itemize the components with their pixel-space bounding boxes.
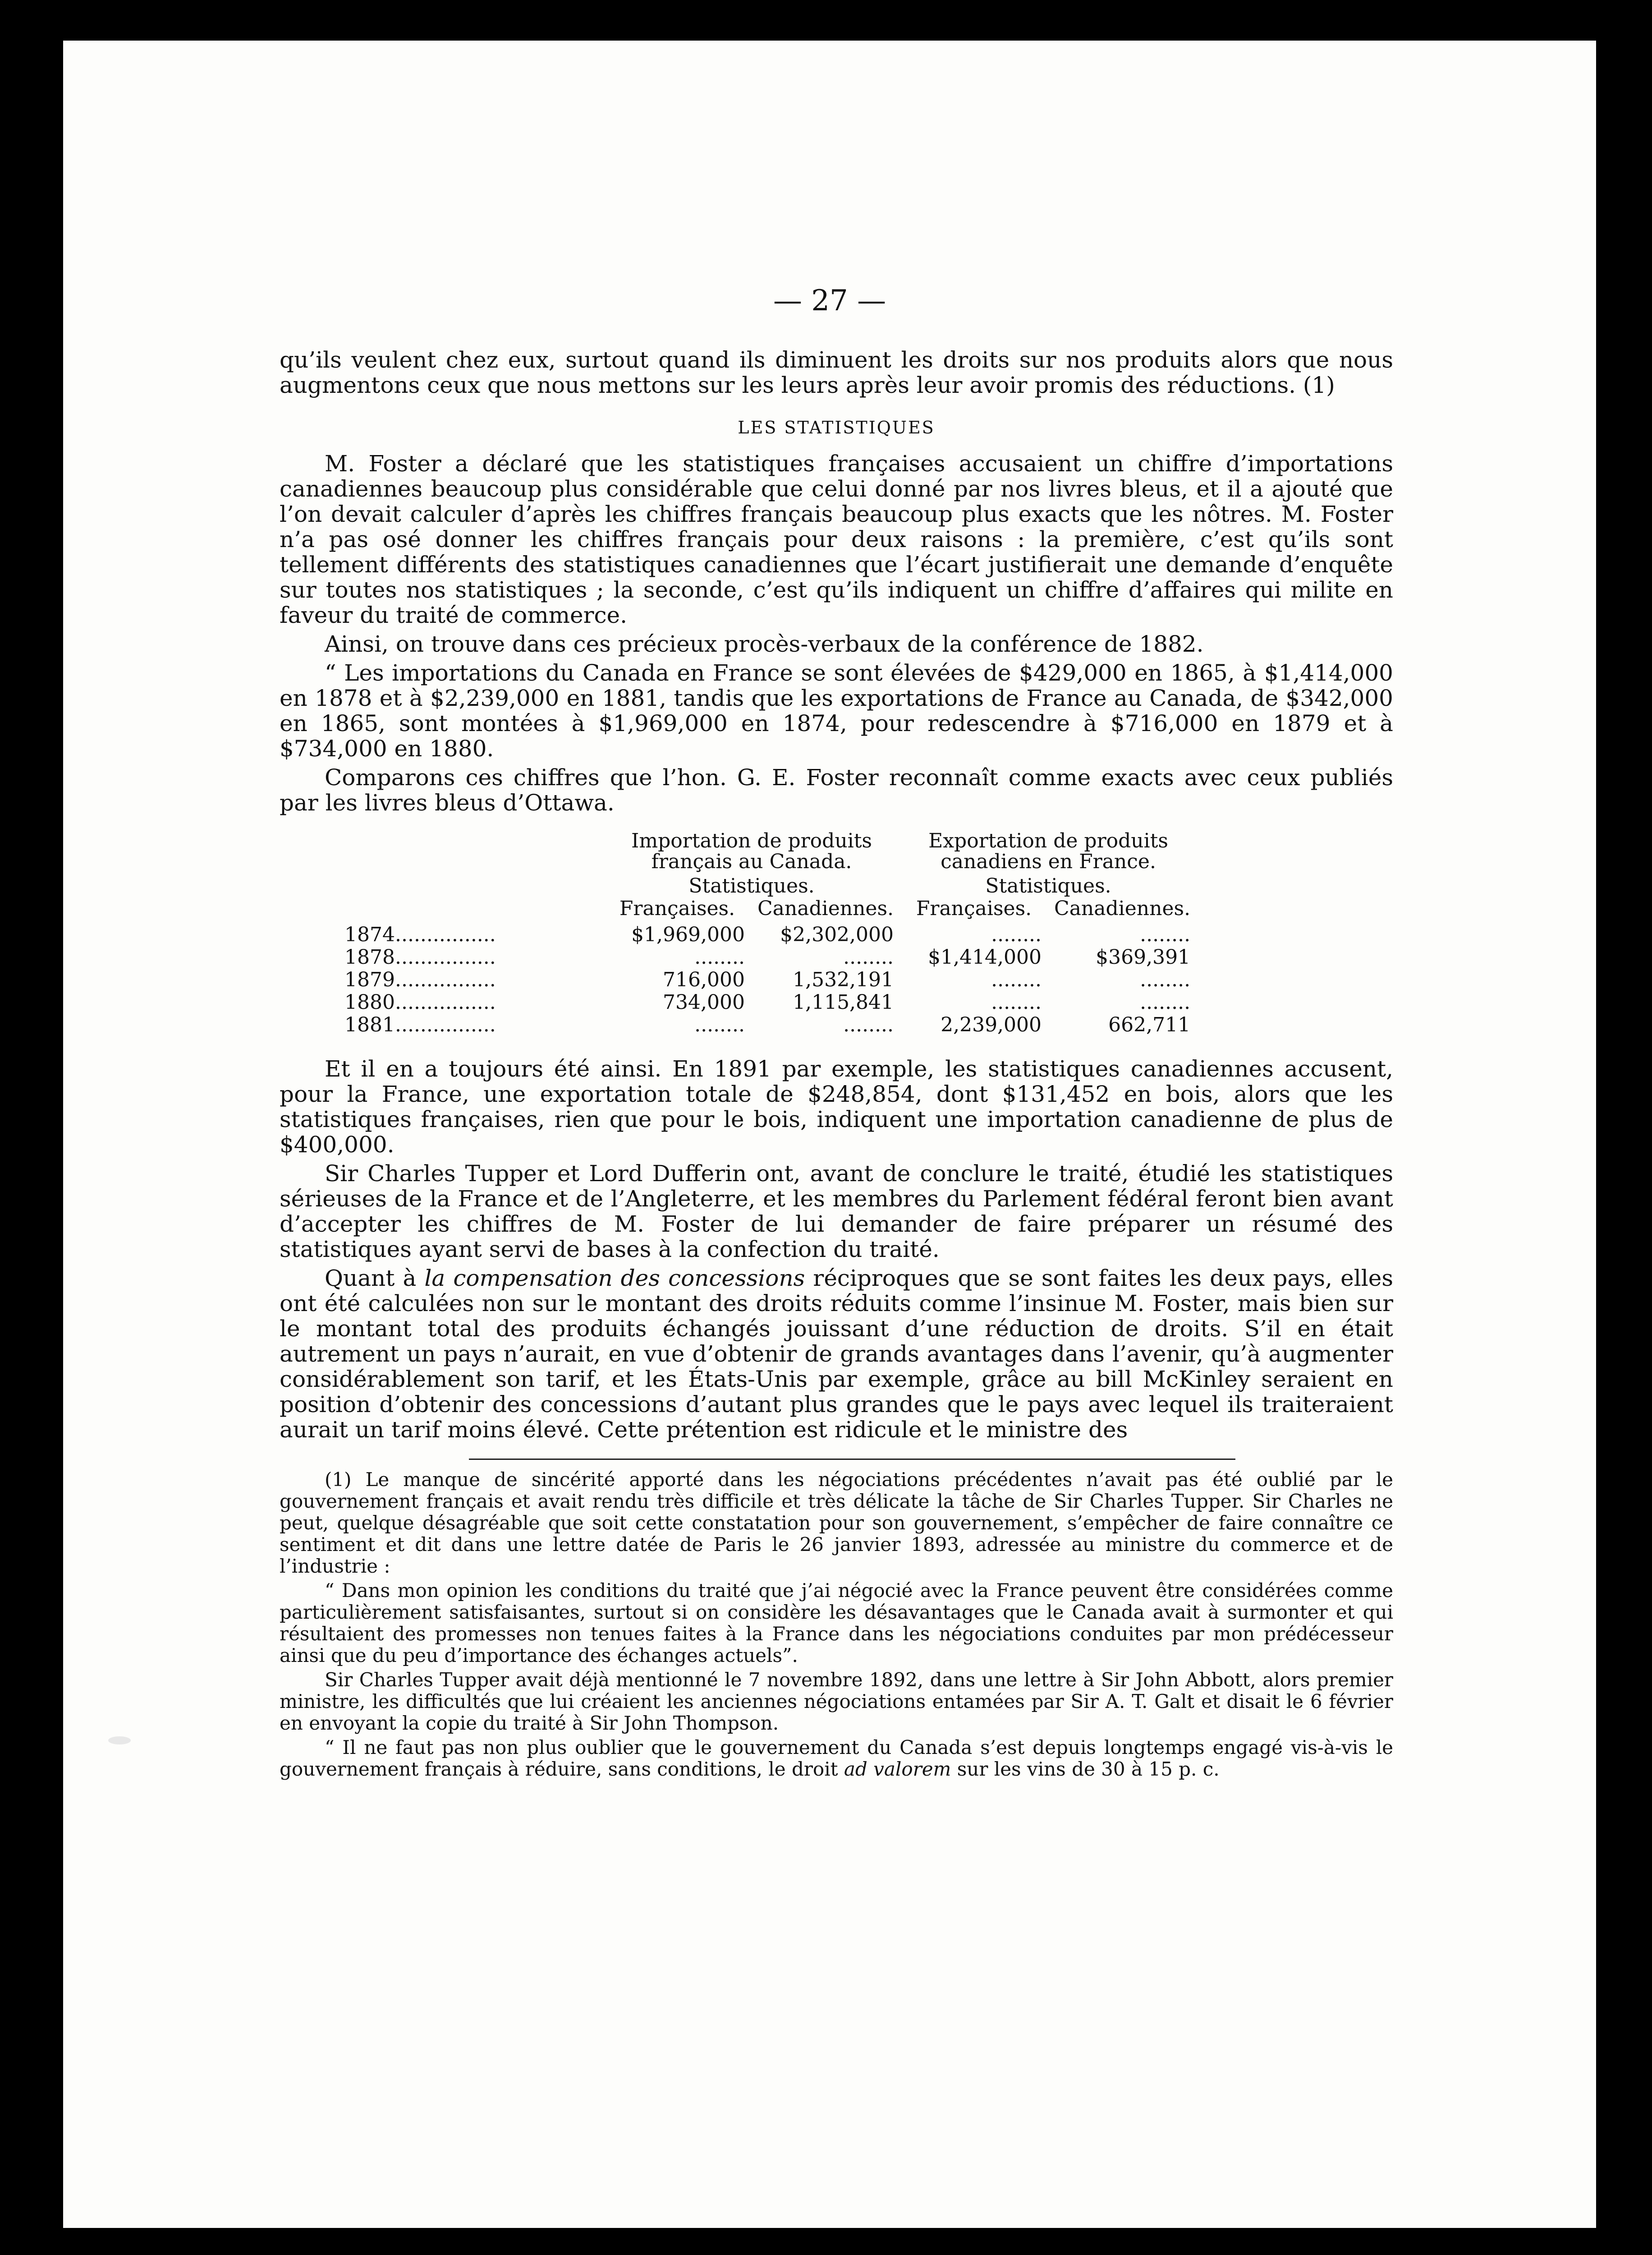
document-page bbox=[63, 41, 1596, 2228]
table-row bbox=[338, 946, 1197, 969]
table-cell: 734,000 bbox=[663, 991, 745, 1014]
footnote-quote: “ Dans mon opinion les conditions du traité que j’ai négocié avec la France peuvent être considérées comme particulièrement satisfaisantes, surtout si on considère les désavantages que le Canada avait à surmonter et qui résultaient des promesses non tenues faites à la France dans les négociations conduites par mon prédécesseur ainsi que du peu d’importance des échanges actuels”. bbox=[280, 1579, 1393, 1666]
export-statistics-label: Statistiques. bbox=[985, 874, 1111, 897]
table-cell: ........ bbox=[694, 946, 745, 969]
paragraph: Sir Charles Tupper et Lord Dufferin ont, avant de conclure le traité, étudié les statistiques sérieuses de la France et de l’Angleterre, et les membres du Parlement fédéral feront bien avant d’accepter les chiffres de M. Foster de lui demander de faire préparer un résumé des statistiques ayant servi de bases à la confection du traité. bbox=[280, 1160, 1393, 1262]
binding-mark bbox=[108, 1736, 131, 1744]
paragraph: Et il en a toujours été ainsi. En 1891 par exemple, les statistiques canadiennes accusent, pour la France, une exportation totale de $248,854, dont $131,452 en bois, alors que les statistiques françaises, rien que pour le bois, indiquent une importation canadienne de plus de $400,000. bbox=[280, 1056, 1393, 1158]
paragraph: Quant à la compensation des concessions réciproques que se sont faites les deux pays, elles ont été calculées non sur le montant des droits réduits comme l’insinue M. Foster, mais bien sur le montant total des produits échangés jouissant d’une réduction de droits. S’il en était autrement un pays n’aurait, en vue d’obtenir de grands avantages dans l’avenir, qu’à augmenter considérablement son tarif, et les États-Unis par exemple, grâce au bill McKinley seraient en position d’obtenir des concessions d’autant plus grandes que le pays avec lequel ils traiteraient aurait un tarif moins élevé. Cette prétention est ridicule et le ministre des bbox=[280, 1265, 1393, 1443]
import-statistics-label: Statistiques. bbox=[688, 874, 815, 897]
column-header-francaises: Françaises. bbox=[619, 897, 735, 920]
table-cell: $369,391 bbox=[1096, 946, 1191, 969]
footnote-divider bbox=[469, 1459, 1235, 1460]
import-group-heading: Importation de produits français au Canada. bbox=[631, 829, 872, 873]
year-cell: 1881................ bbox=[344, 1014, 496, 1036]
table-row bbox=[338, 924, 1197, 946]
paragraph: Ainsi, on trouve dans ces précieux procès-verbaux de la conférence de 1882. bbox=[325, 631, 1204, 657]
table-cell: ........ bbox=[1140, 991, 1191, 1014]
table-cell: $2,302,000 bbox=[780, 923, 894, 946]
footnote: (1) Le manque de sincérité apporté dans les négociations précédentes n’avait pas été oublié par le gouvernement français et avait rendu très difficile et très délicate la tâche de Sir Charles Tupper. Sir Charles ne peut, quelque désagréable que soit cette constatation pour son gouvernement, s’empêcher de faire connaître ce sentiment et dit dans une lettre datée de Paris le 26 janvier 1893, adressée au ministre du commerce et de l’industrie : bbox=[280, 1468, 1393, 1577]
page-number: — 27 — bbox=[773, 284, 886, 318]
footnote-quote: “ Il ne faut pas non plus oublier que le gouvernement du Canada s’est depuis longtemps engagé vis-à-vis le gouvernement français à réduire, sans conditions, le droit ad valorem sur les vins de 30 à 15 p. c. bbox=[280, 1736, 1393, 1780]
export-group-heading: Exportation de produits canadiens en France. bbox=[928, 829, 1168, 873]
table-cell: ........ bbox=[843, 1013, 894, 1036]
year-cell: 1879................ bbox=[344, 969, 496, 991]
table-cell: ........ bbox=[1140, 968, 1191, 991]
table-row bbox=[338, 991, 1197, 1014]
table-cell: ........ bbox=[991, 968, 1042, 991]
year-cell: 1874................ bbox=[344, 924, 496, 946]
column-header-canadiennes: Canadiennes. bbox=[757, 897, 894, 920]
footnotes bbox=[280, 1469, 1393, 1780]
table-cell: 716,000 bbox=[663, 968, 745, 991]
table-cell: ........ bbox=[1140, 923, 1191, 946]
statistics-table bbox=[338, 831, 1197, 1036]
table-row bbox=[338, 1014, 1197, 1036]
year-cell: 1880................ bbox=[344, 991, 496, 1014]
column-header-canadiennes: Canadiennes. bbox=[1054, 897, 1191, 920]
table-cell: $1,414,000 bbox=[928, 946, 1042, 969]
table-cell: ........ bbox=[843, 946, 894, 969]
quote-paragraph: “ Les importations du Canada en France se sont élevées de $429,000 en 1865, à $1,414,000 en 1878 et à $2,239,000 en 1881, tandis que les exportations de France au Canada, de $342,000 en 1865, sont montées à $1,969,000 en 1874, pour redescendre à $716,000 en 1879 et à $734,000 en 1880. bbox=[280, 660, 1393, 762]
body-text bbox=[280, 347, 1393, 1783]
table-cell: 2,239,000 bbox=[941, 1013, 1042, 1036]
footnote: Sir Charles Tupper avait déjà mentionné le 7 novembre 1892, dans une lettre à Sir John Abbott, alors premier ministre, les difficultés que lui créaient les anciennes négociations entamées par Sir A. T. Galt et disait le 6 février en envoyant la copie du traité à Sir John Thompson. bbox=[280, 1669, 1393, 1734]
table-row bbox=[338, 969, 1197, 991]
paragraph: Comparons ces chiffres que l’hon. G. E. Foster reconnaît comme exacts avec ceux publiés par les livres bleus d’Ottawa. bbox=[280, 764, 1393, 816]
year-cell: 1878................ bbox=[344, 946, 496, 969]
paragraph: M. Foster a déclaré que les statistiques françaises accusaient un chiffre d’importations canadiennes beaucoup plus considérable que celui donné par nos livres bleus, et il a ajouté que l’on devait calculer d’après les chiffres français beaucoup plus exacts que les nôtres. M. Foster n’a pas osé donner les chiffres français pour deux raisons : la première, c’est qu’ils sont tellement différents des statistiques canadiennes que l’écart justifierait une demande d’enquête sur toutes nos statistiques ; la seconde, c’est qu’ils indiquent un chiffre d’affaires qui milite en faveur du traité de commerce. bbox=[280, 451, 1393, 628]
paragraph: qu’ils veulent chez eux, surtout quand ils diminuent les droits sur nos produits alors que nous augmentons ceux que nous mettons sur les leurs après leur avoir promis des réductions. (1) bbox=[280, 347, 1393, 398]
table-cell: 662,711 bbox=[1108, 1013, 1191, 1036]
table-cell: ........ bbox=[694, 1013, 745, 1036]
column-header-francaises: Françaises. bbox=[916, 897, 1032, 920]
section-title: LES STATISTIQUES bbox=[738, 418, 935, 437]
statistics-table-wrap bbox=[280, 831, 1393, 1036]
table-cell: ........ bbox=[991, 923, 1042, 946]
table-cell: 1,115,841 bbox=[793, 991, 894, 1014]
table-cell: 1,532,191 bbox=[793, 968, 894, 991]
table-cell: $1,969,000 bbox=[631, 923, 745, 946]
table-cell: ........ bbox=[991, 991, 1042, 1014]
